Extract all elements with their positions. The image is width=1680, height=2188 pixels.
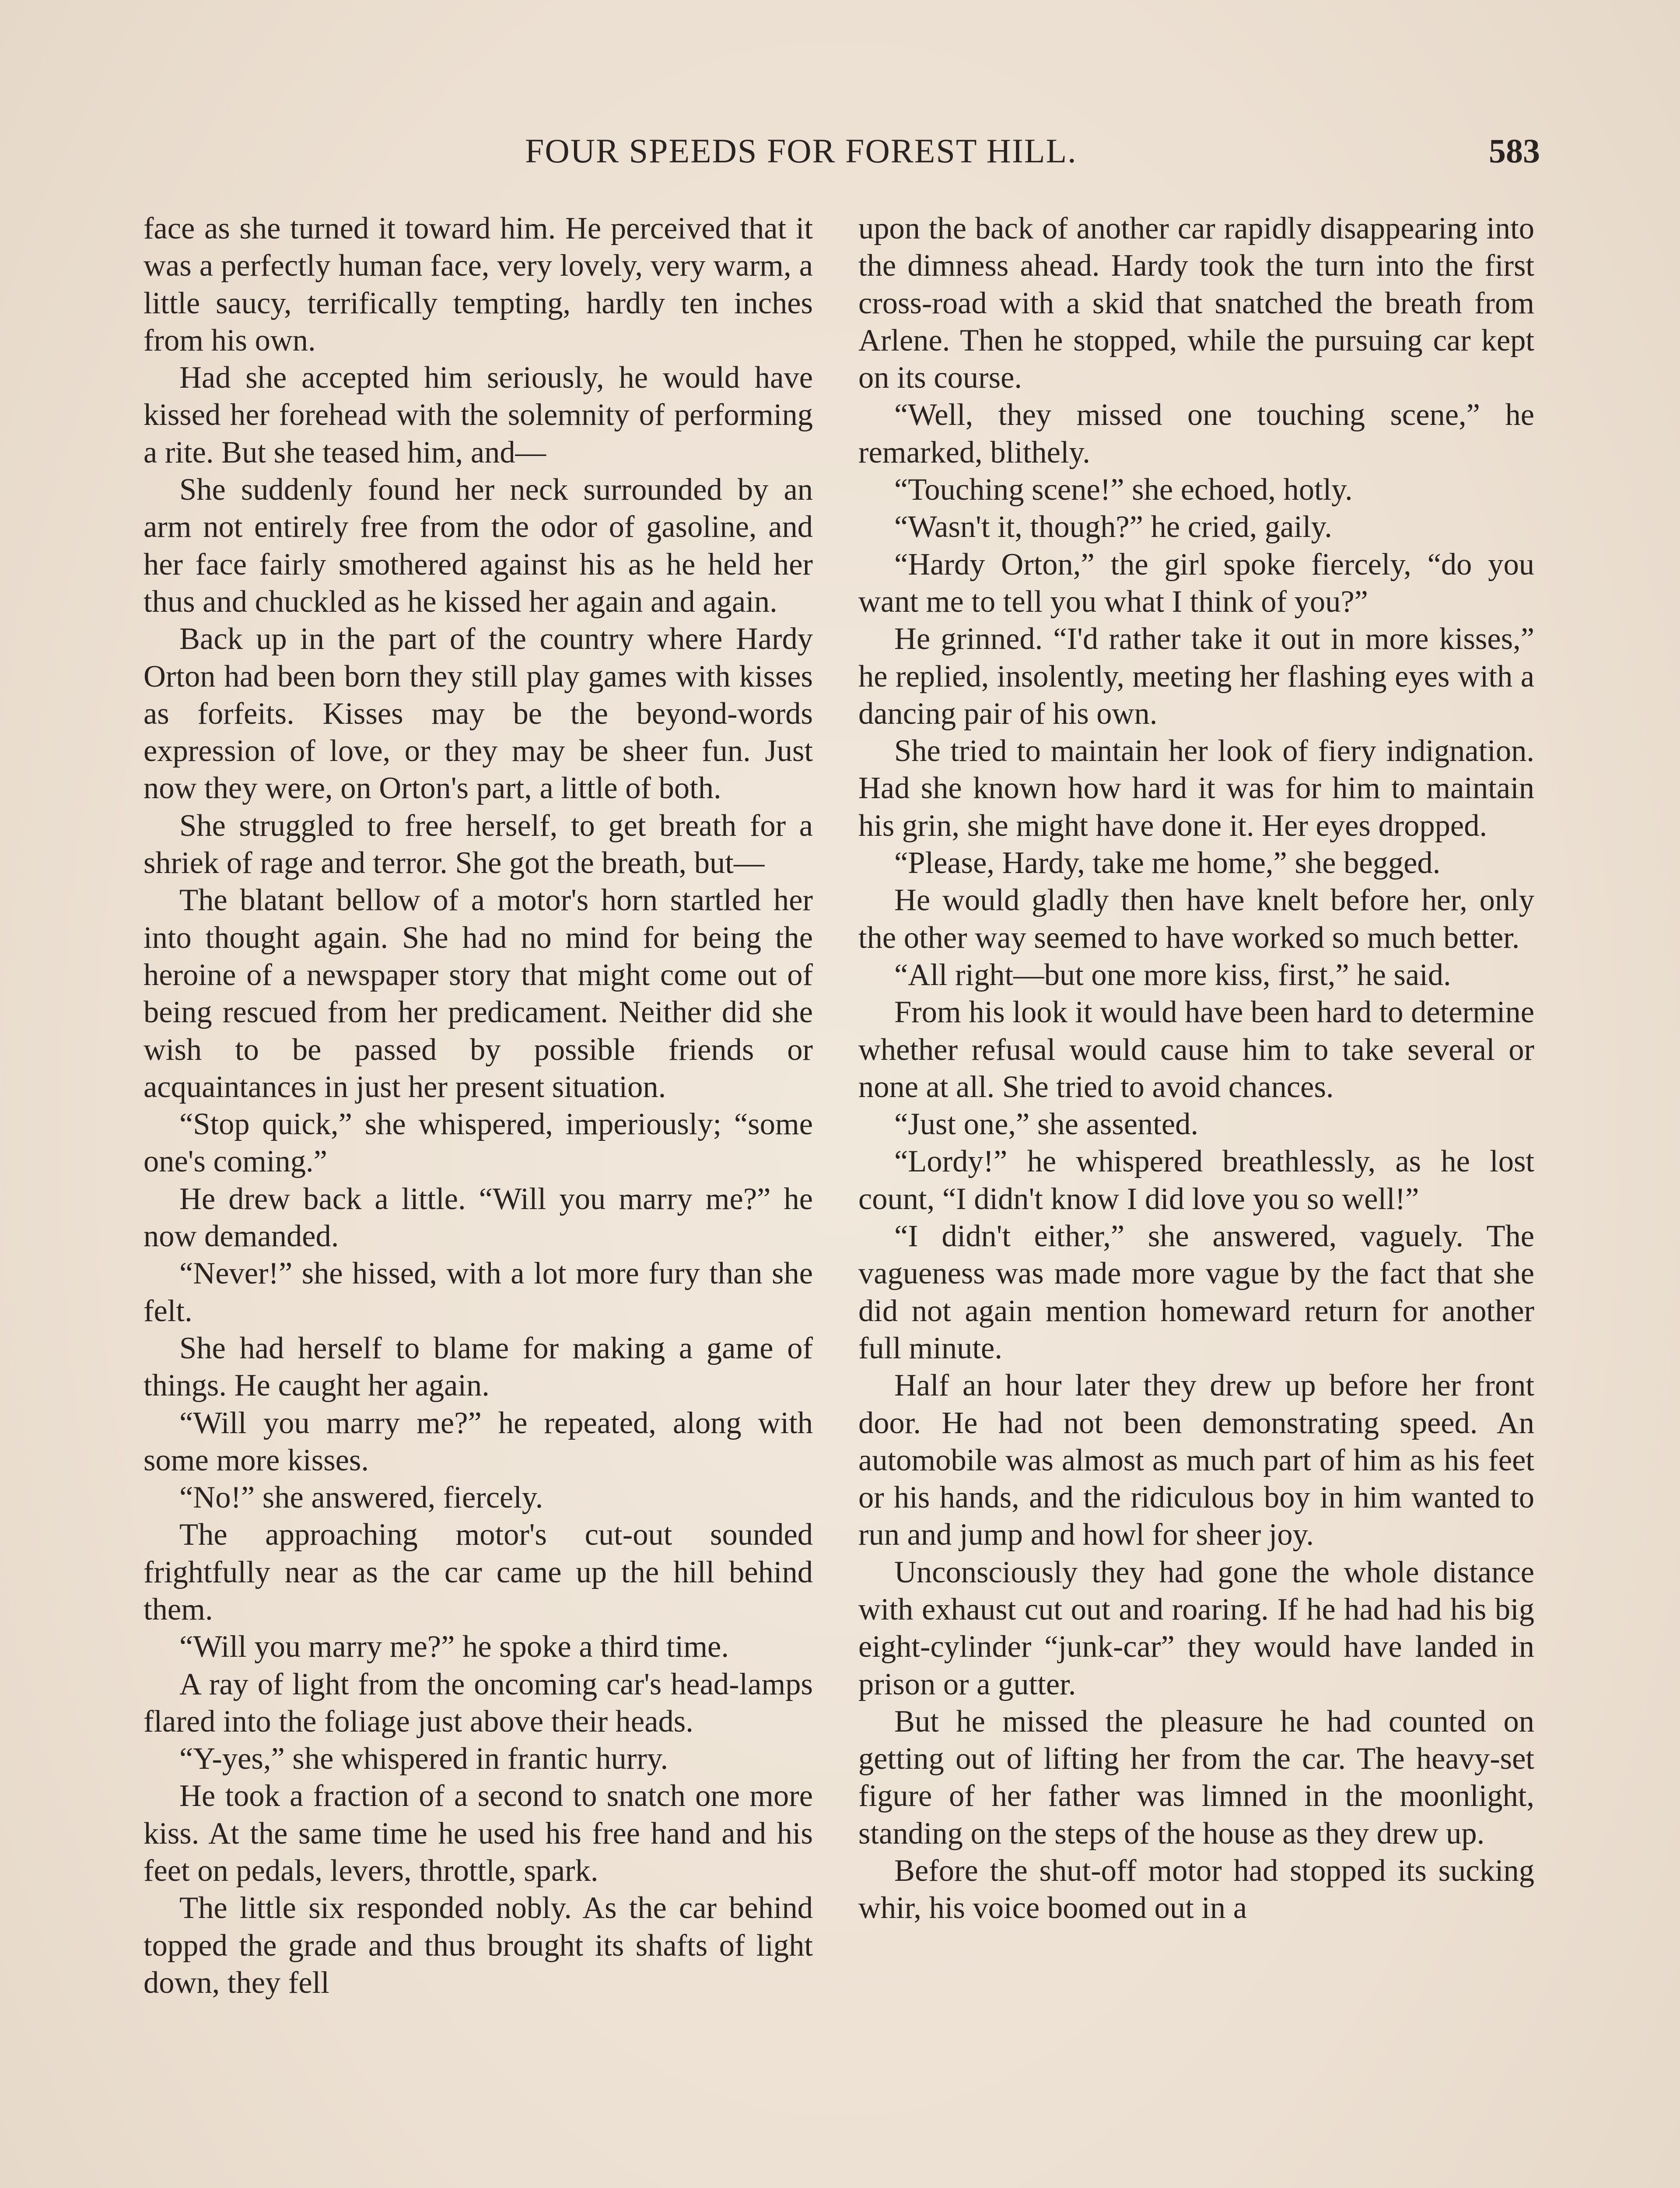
paragraph: “Hardy Orton,” the girl spoke fiercely, “do you want me to tell you what I think of you?” xyxy=(858,547,1534,619)
paragraph: He drew back a little. “Will you marry me?” he now demanded. xyxy=(144,1182,813,1254)
paragraph: Unconsciously they had gone the whole distance with exhaust cut out and roaring. If he had had his big eight-cylinder “junk-car” they would have landed in prison or a gutter. xyxy=(858,1555,1534,1701)
paragraph: From his look it would have been hard to determine whether refusal would cause him to take several or none at all. She tried to avoid chances. xyxy=(858,995,1534,1104)
paragraph: “Will you marry me?” he spoke a third time. xyxy=(179,1630,729,1664)
paragraph: The approaching motor's cut-out sounded frightfully near as the car came up the hill behind them. xyxy=(144,1518,813,1627)
paragraph: She struggled to free herself, to get breath for a shriek of rage and terror. She got the breath, but— xyxy=(144,808,813,880)
paragraph: “All right—but one more kiss, first,” he said. xyxy=(894,957,1451,992)
paragraph: She had herself to blame for making a game of things. He caught her again. xyxy=(144,1331,813,1403)
paragraph: “No!” she answered, fiercely. xyxy=(179,1480,543,1515)
page-number: 583 xyxy=(1489,132,1540,170)
paragraph: He grinned. “I'd rather take it out in more kisses,” he replied, insolently, meeting her flashing eyes with a dancing pair of his own. xyxy=(858,622,1534,731)
paragraph: Before the shut-off motor had stopped its sucking whir, his voice boomed out in a xyxy=(858,1854,1534,1925)
paragraph: She suddenly found her neck surrounded by an arm not entirely free from the odor of gasoline, and her face fairly smothered against his as he held her thus and chuckled as he kissed her again and again. xyxy=(144,473,813,619)
left-column xyxy=(144,210,813,2002)
paragraph: “I didn't either,” she answered, vaguely. The vagueness was made more vague by the fact that she did not again mention homeward return for another full minute. xyxy=(858,1219,1534,1365)
paragraph: “Will you marry me?” he repeated, along with some more kisses. xyxy=(144,1406,813,1477)
paragraph: The little six responded nobly. As the car behind topped the grade and thus brought its shafts of light down, they fell xyxy=(144,1891,813,2000)
paragraph: He took a fraction of a second to snatch one more kiss. At the same time he used his free hand and his feet on pedals, levers, throttle, spark. xyxy=(144,1779,813,1888)
paragraph: “Wasn't it, though?” he cried, gaily. xyxy=(894,510,1332,544)
paragraph: He would gladly then have knelt before her, only the other way seemed to have worked so much better. xyxy=(858,883,1534,955)
paragraph: “Touching scene!” she echoed, hotly. xyxy=(894,473,1353,507)
paragraph: upon the back of another car rapidly disappearing into the dimness ahead. Hardy took the turn into the first cross-road with a skid that snatched the breath from Arlene. Then he stopped, while the pursuing car kept on its course. xyxy=(858,211,1534,395)
paragraph: She tried to maintain her look of fiery indignation. Had she known how hard it was for him to maintain his grin, she might have done it. Her eyes dropped. xyxy=(858,734,1534,843)
paragraph: “Never!” she hissed, with a lot more fury than she felt. xyxy=(144,1256,813,1328)
paragraph: A ray of light from the oncoming car's head-lamps flared into the foliage just above their heads. xyxy=(144,1667,813,1739)
paragraph: “Y-yes,” she whispered in frantic hurry. xyxy=(179,1742,668,1776)
paragraph: “Lordy!” he whispered breathlessly, as he lost count, “I didn't know I did love you so well!” xyxy=(858,1144,1534,1216)
paragraph: The blatant bellow of a motor's horn startled her into thought again. She had no mind for being the heroine of a newspaper story that might come out of being rescued from her predicament. Neither did she wish to be passed by possible friends or acquaintances in just her present situation. xyxy=(144,883,813,1104)
paragraph: “Please, Hardy, take me home,” she begged. xyxy=(894,846,1441,880)
paragraph: Had she accepted him seriously, he would have kissed her forehead with the solemnity of performing a rite. But she teased him, and— xyxy=(144,361,813,470)
right-column xyxy=(858,210,1534,1927)
paragraph: Half an hour later they drew up before her front door. He had not been demonstrating speed. An automobile was almost as much part of him as his feet or his hands, and the ridiculous boy in him wanted to run and jump and howl for sheer joy. xyxy=(858,1368,1534,1552)
paragraph: “Well, they missed one touching scene,” he remarked, blithely. xyxy=(858,398,1534,470)
paragraph: But he missed the pleasure he had counted on getting out of lifting her from the car. The heavy-set figure of her father was limned in the moonlight, standing on the steps of the house as they drew up. xyxy=(858,1704,1534,1851)
paragraph: face as she turned it toward him. He perceived that it was a perfectly human face, very lovely, very warm, a little saucy, terrifically tempting, hardly ten inches from his own. xyxy=(144,211,813,358)
running-title: FOUR SPEEDS FOR FOREST HILL. xyxy=(525,132,1077,170)
paragraph: “Just one,” she assented. xyxy=(894,1107,1199,1142)
paragraph: Back up in the part of the country where Hardy Orton had been born they still play games with kisses as forfeits. Kisses may be the beyond-words expression of love, or they may be sheer fun. Just now they were, on Orton's part, a little of both. xyxy=(144,622,813,806)
paragraph: “Stop quick,” she whispered, imperiously; “some one's coming.” xyxy=(144,1107,813,1179)
page-header xyxy=(0,131,1680,179)
